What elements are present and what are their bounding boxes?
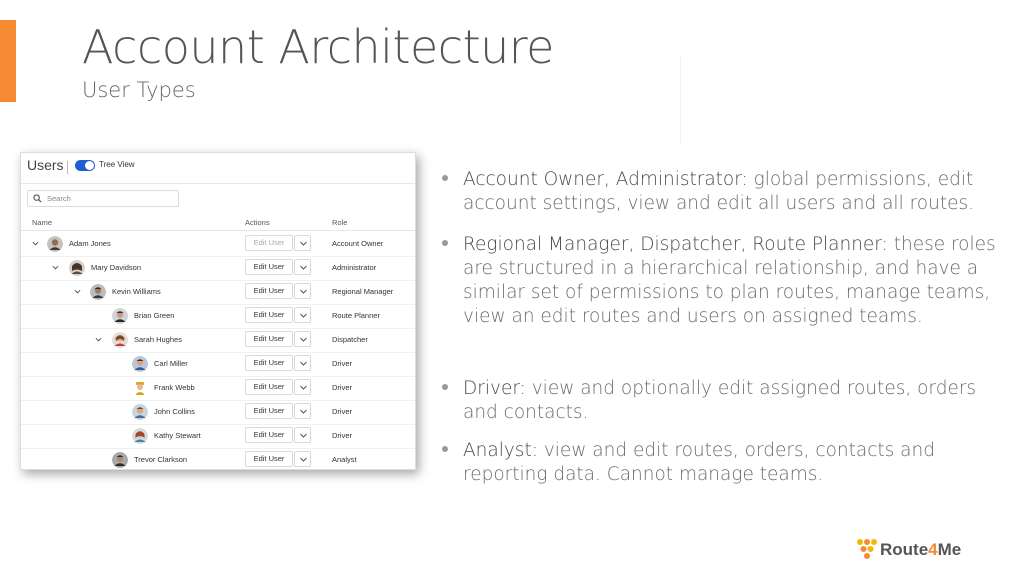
slide-subtitle: User Types bbox=[82, 78, 196, 102]
bullet-lead: Regional Manager, Dispatcher, Route Planner: bbox=[463, 234, 888, 255]
user-role: Driver bbox=[332, 383, 352, 392]
user-role: Account Owner bbox=[332, 239, 384, 248]
bullet-text bbox=[463, 439, 1008, 487]
table-row[interactable] bbox=[21, 424, 415, 449]
table-row[interactable] bbox=[21, 280, 415, 305]
avatar bbox=[112, 308, 128, 324]
bullet-body: view and edit routes, orders, contacts and reporting data. Cannot manage teams. bbox=[463, 440, 935, 485]
user-role: Analyst bbox=[332, 455, 357, 464]
chevron-down-icon[interactable] bbox=[32, 240, 39, 247]
avatar bbox=[90, 284, 106, 300]
edit-user-button[interactable]: Edit User bbox=[245, 451, 293, 467]
avatar bbox=[69, 260, 85, 276]
column-actions: Actions bbox=[245, 218, 270, 227]
table-row[interactable] bbox=[21, 328, 415, 353]
chevron-down-icon bbox=[300, 241, 307, 246]
chevron-down-icon bbox=[300, 457, 307, 462]
user-name: Brian Green bbox=[134, 311, 175, 320]
edit-user-button[interactable]: Edit User bbox=[245, 283, 293, 299]
panel-title: Users bbox=[27, 157, 64, 173]
user-role: Administrator bbox=[332, 263, 377, 272]
user-name: Carl Miller bbox=[154, 359, 188, 368]
table-row[interactable] bbox=[21, 352, 415, 377]
bullet-body: view and optionally edit assigned routes, orders and contacts. bbox=[463, 378, 977, 423]
actions-dropdown-button[interactable] bbox=[294, 259, 311, 275]
avatar bbox=[112, 332, 128, 348]
actions-dropdown-button[interactable] bbox=[294, 283, 311, 299]
table-row[interactable] bbox=[21, 256, 415, 281]
user-name: Sarah Hughes bbox=[134, 335, 182, 344]
table-row[interactable] bbox=[21, 376, 415, 401]
table-row[interactable] bbox=[21, 448, 415, 472]
table-row[interactable] bbox=[21, 400, 415, 425]
actions-dropdown-button[interactable] bbox=[294, 235, 311, 251]
search-input[interactable] bbox=[27, 190, 179, 207]
header-separator bbox=[67, 161, 68, 174]
actions-dropdown-button[interactable] bbox=[294, 427, 311, 443]
logo-text-four: 4 bbox=[928, 540, 938, 559]
search-icon bbox=[33, 194, 42, 203]
user-role: Regional Manager bbox=[332, 287, 394, 296]
slide-title: Account Architecture bbox=[82, 20, 554, 74]
edit-user-button[interactable]: Edit User bbox=[245, 355, 293, 371]
chevron-down-icon bbox=[300, 313, 307, 318]
bullet-lead: Analyst: bbox=[463, 440, 538, 461]
column-role[interactable]: Role bbox=[332, 218, 348, 227]
user-role: Driver bbox=[332, 407, 352, 416]
chevron-down-icon bbox=[300, 409, 307, 414]
actions-dropdown-button[interactable] bbox=[294, 331, 311, 347]
user-role: Route Planner bbox=[332, 311, 380, 320]
bullet-dot bbox=[442, 240, 448, 246]
bullet-dot bbox=[442, 384, 448, 390]
user-role: Driver bbox=[332, 359, 352, 368]
user-role: Driver bbox=[332, 431, 352, 440]
bullet-text bbox=[463, 233, 1008, 329]
table-row[interactable] bbox=[21, 232, 415, 257]
table-header bbox=[21, 214, 415, 231]
edit-user-button[interactable]: Edit User bbox=[245, 379, 293, 395]
user-name: John Collins bbox=[154, 407, 195, 416]
avatar bbox=[132, 356, 148, 372]
chevron-down-icon[interactable] bbox=[52, 264, 59, 271]
column-name[interactable]: Name bbox=[32, 218, 53, 227]
chevron-down-icon bbox=[300, 265, 307, 270]
avatar bbox=[132, 404, 148, 420]
avatar bbox=[47, 236, 63, 252]
table-row[interactable] bbox=[21, 304, 415, 329]
edit-user-button[interactable]: Edit User bbox=[245, 235, 293, 251]
bullet-dot bbox=[442, 446, 448, 452]
bullet-body: these roles are structured in a hierarchical relationship, and have a similar set of permissions to plan routes, manage teams, view an edit routes and users on assigned teams. bbox=[463, 234, 996, 327]
edit-user-button[interactable]: Edit User bbox=[245, 403, 293, 419]
accent-bar bbox=[0, 20, 16, 102]
actions-dropdown-button[interactable] bbox=[294, 355, 311, 371]
logo-text bbox=[880, 540, 961, 560]
chevron-down-icon bbox=[300, 433, 307, 438]
bullet-body: global permissions, edit account settings, view and edit all users and all routes. bbox=[463, 169, 974, 214]
avatar bbox=[132, 428, 148, 444]
tree-view-label: Tree View bbox=[99, 160, 135, 169]
divider bbox=[680, 55, 681, 145]
bullet-lead: Account Owner, Administrator: bbox=[463, 169, 748, 190]
avatar bbox=[112, 452, 128, 468]
users-panel bbox=[20, 152, 416, 470]
user-name: Kathy Stewart bbox=[154, 431, 201, 440]
logo-icon bbox=[856, 538, 878, 560]
panel-header bbox=[21, 153, 415, 184]
chevron-down-icon bbox=[300, 385, 307, 390]
chevron-down-icon bbox=[300, 289, 307, 294]
logo-text-me: Me bbox=[937, 540, 962, 559]
actions-dropdown-button[interactable] bbox=[294, 307, 311, 323]
edit-user-button[interactable]: Edit User bbox=[245, 307, 293, 323]
avatar bbox=[132, 380, 148, 396]
logo-text-route: Route bbox=[880, 540, 929, 559]
edit-user-button[interactable]: Edit User bbox=[245, 259, 293, 275]
chevron-down-icon[interactable] bbox=[95, 336, 102, 343]
user-name: Kevin Williams bbox=[112, 287, 161, 296]
actions-dropdown-button[interactable] bbox=[294, 403, 311, 419]
bullet-text bbox=[463, 377, 1008, 425]
actions-dropdown-button[interactable] bbox=[294, 379, 311, 395]
user-name: Trevor Clarkson bbox=[134, 455, 188, 464]
user-name: Frank Webb bbox=[154, 383, 195, 392]
tree-view-toggle[interactable] bbox=[75, 160, 95, 171]
chevron-down-icon bbox=[300, 361, 307, 366]
chevron-down-icon[interactable] bbox=[74, 288, 81, 295]
edit-user-button[interactable]: Edit User bbox=[245, 331, 293, 347]
bullet-dot bbox=[442, 175, 448, 181]
search-placeholder: Search bbox=[47, 194, 71, 203]
user-role: Dispatcher bbox=[332, 335, 368, 344]
edit-user-button[interactable]: Edit User bbox=[245, 427, 293, 443]
user-name: Mary Davidson bbox=[91, 263, 142, 272]
bullet-lead: Driver: bbox=[463, 378, 526, 399]
chevron-down-icon bbox=[300, 337, 307, 342]
bullet-text bbox=[463, 168, 1008, 216]
toggle-knob bbox=[85, 161, 94, 170]
user-name: Adam Jones bbox=[69, 239, 111, 248]
actions-dropdown-button[interactable] bbox=[294, 451, 311, 467]
